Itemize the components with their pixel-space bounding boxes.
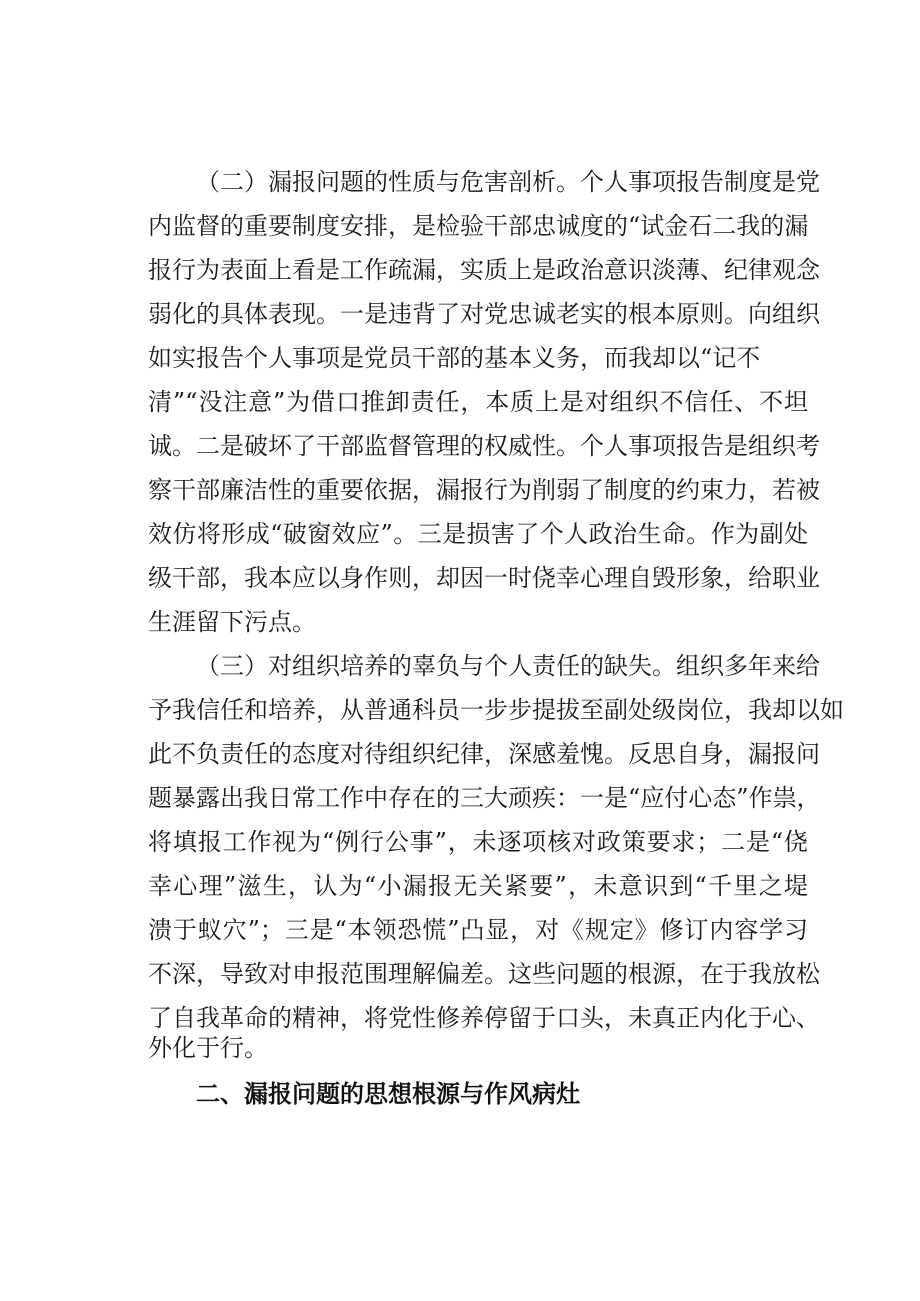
- paragraph-line: 题暴露出我日常工作中存在的三大顽疾：一是“应付心态”作祟，: [148, 784, 821, 812]
- paragraph-line: 弱化的具体表现。一是违背了对党忠诚老实的根本原则。向组织: [148, 300, 820, 328]
- paragraph-line: （二）漏报问题的性质与危害剖析。个人事项报告制度是党: [196, 168, 820, 196]
- paragraph-line: 予我信任和培养，从普通科员一步步提拔至副处级岗位，我却以如: [148, 696, 844, 724]
- paragraph-line: 不深，导致对申报范围理解偏差。这些问题的根源，在于我放松: [148, 960, 820, 988]
- paragraph-line: 此不负责任的态度对待组织纪律，深感羞愧。反思自身，漏报问: [148, 740, 820, 768]
- paragraph-line: 内监督的重要制度安排，是检验干部忠诚度的“试金石二我的漏: [148, 212, 809, 240]
- paragraph-line: 溃于蚁穴”；三是“本领恐慌”凸显，对《规定》修订内容学习: [148, 916, 808, 944]
- paragraph-line: 幸心理”滋生，认为“小漏报无关紧要”，未意识到“千里之堤: [148, 872, 808, 900]
- paragraph-line: 将填报工作视为“例行公事”，未逐项核对政策要求；二是“侥: [148, 828, 808, 856]
- paragraph-line: 诚。二是破坏了干部监督管理的权威性。个人事项报告是组织考: [148, 432, 820, 460]
- paragraph-line: 如实报告个人事项是党员干部的基本义务，而我却以“记不: [148, 344, 761, 372]
- section-heading: 二、漏报问题的思想根源与作风病灶: [196, 1080, 580, 1108]
- paragraph-line: （三）对组织培养的辜负与个人责任的缺失。组织多年来给: [196, 652, 820, 680]
- paragraph-line: 效仿将形成“破窗效应”。三是损害了个人政治生命。作为副处: [148, 520, 808, 548]
- paragraph-line: 了自我革命的精神，将党性修养停留于口头，未真正内化于心、: [148, 1004, 820, 1032]
- paragraph-line: 级干部，我本应以身作则，却因一时侥幸心理自毁形象，给职业: [148, 564, 820, 592]
- paragraph-line: 报行为表面上看是工作疏漏，实质上是政治意识淡薄、纪律观念: [148, 256, 820, 284]
- paragraph-line: 清”“没注意”为借口推卸责任，本质上是对组织不信任、不坦: [148, 388, 808, 416]
- paragraph-line: 外化于行。: [148, 1034, 268, 1062]
- paragraph-line: 察干部廉洁性的重要依据，漏报行为削弱了制度的约束力，若被: [148, 476, 820, 504]
- paragraph-line: 生涯留下污点。: [148, 608, 316, 636]
